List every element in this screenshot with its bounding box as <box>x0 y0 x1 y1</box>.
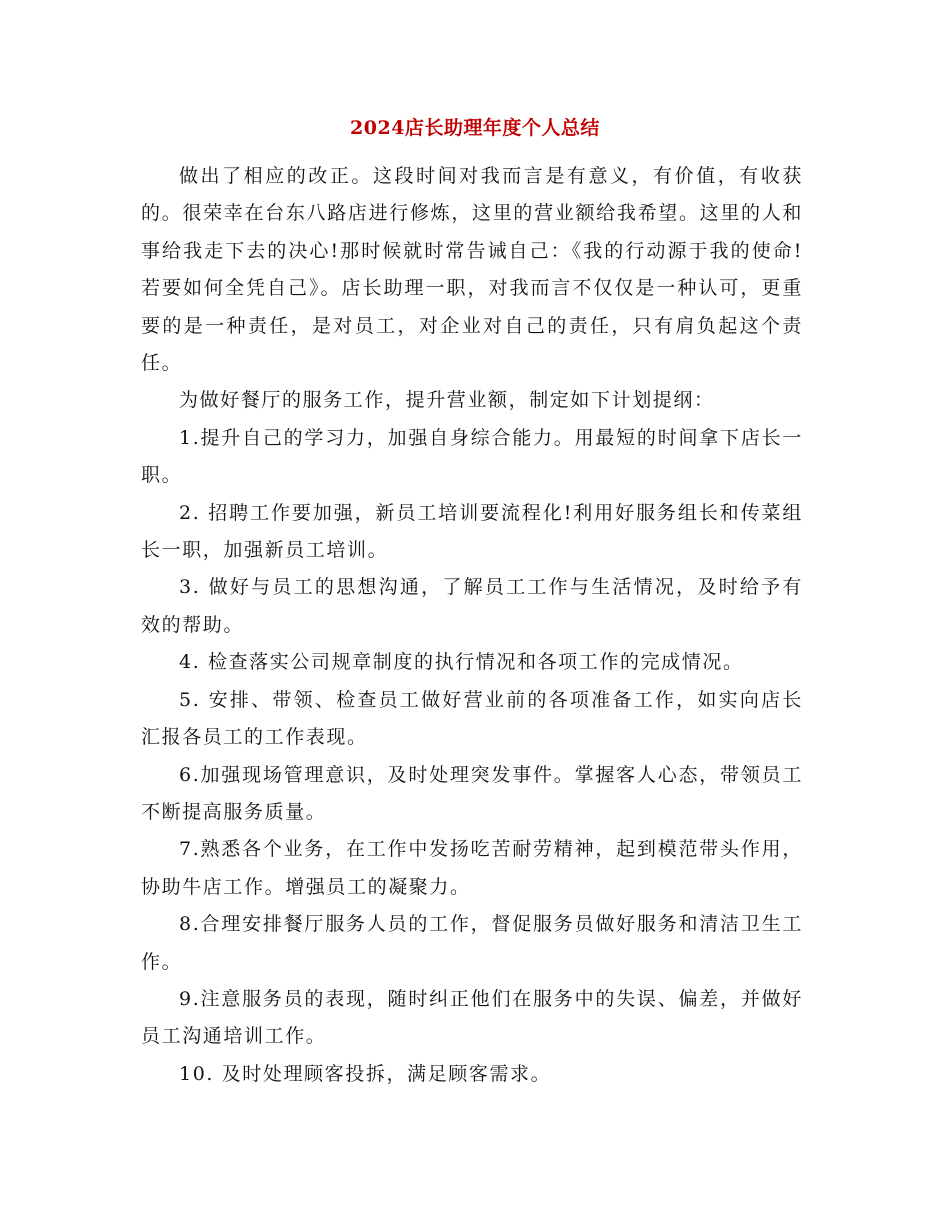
list-item-5: 5. 安排、带领、检查员工做好营业前的各项准备工作，如实向店长汇报各员工的工作表现。 <box>141 688 803 749</box>
document-body <box>141 158 803 1093</box>
list-item-7: 7.熟悉各个业务，在工作中发扬吃苦耐劳精神，起到模范带头作用，协助牛店工作。增强员工的凝聚力。 <box>141 838 803 898</box>
paragraph-intro: 做出了相应的改正。这段时间对我而言是有意义，有价值，有收获的。很荣幸在台东八路店进行修炼，这里的营业额给我希望。这里的人和事给我走下去的决心!那时候就时常告诫自己：《我的行动源于我的使命!若要如何全凭自己》。店长助理一职，对我而言不仅仅是一种认可，更重要的是一种责任，是对员工，对企业对自己的责任，只有肩负起这个责任。 <box>141 165 803 375</box>
paragraph-plan-outline: 为做好餐厅的服务工作，提升营业额，制定如下计划提纲： <box>179 389 715 412</box>
list-item-4: 4. 检查落实公司规章制度的执行情况和各项工作的完成情况。 <box>179 651 744 674</box>
list-item-10: 10. 及时处理顾客投拆，满足顾客需求。 <box>179 1062 552 1085</box>
list-item-1: 1.提升自己的学习力，加强自身综合能力。用最短的时间拿下店长一职。 <box>141 426 803 487</box>
list-item-8: 8.合理安排餐厅服务人员的工作，督促服务员做好服务和清洁卫生工作。 <box>141 913 803 973</box>
document-title: 2024店长助理年度个人总结 <box>350 117 600 139</box>
list-item-6: 6.加强现场管理意识，及时处理突发事件。掌握客人心态，带领员工不断提高服务质量。 <box>141 763 803 823</box>
list-item-3: 3. 做好与员工的思想沟通，了解员工工作与生活情况，及时给予有效的帮助。 <box>141 576 803 636</box>
list-item-2: 2. 招聘工作要加强，新员工培训要流程化!利用好服务组长和传菜组长一职，加强新员工培训。 <box>141 501 803 562</box>
list-item-9: 9.注意服务员的表现，随时纠正他们在服务中的失误、偏差，并做好员工沟通培训工作。 <box>141 987 803 1048</box>
